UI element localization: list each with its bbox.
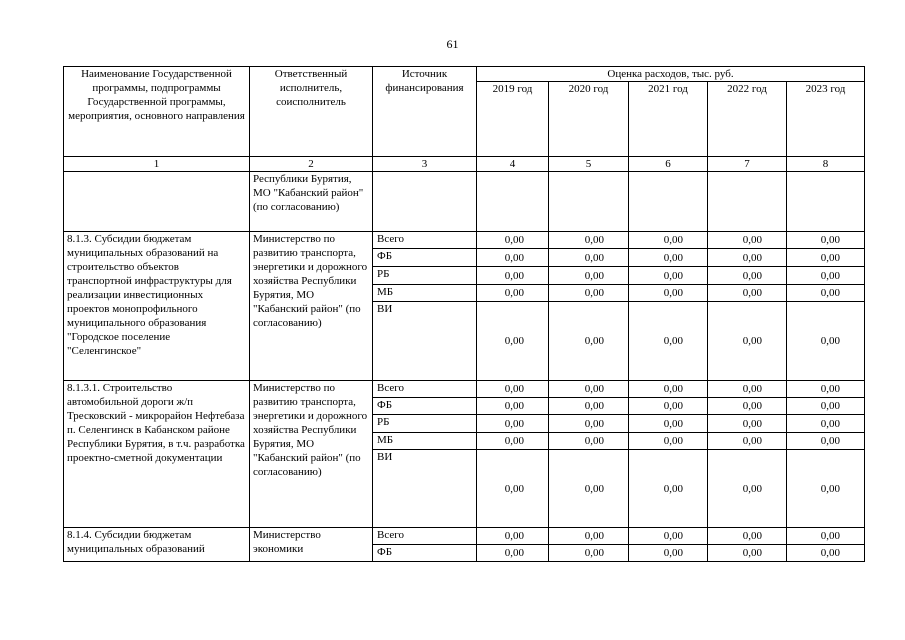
value-cell: 0,00 — [629, 232, 708, 249]
source-cell: ВИ — [373, 302, 477, 381]
value-cell: 0,00 — [477, 450, 549, 528]
value-cell: 0,00 — [708, 267, 787, 285]
header-responsible: Ответственный исполнитель, соисполнитель — [250, 67, 373, 157]
value-cell: 0,00 — [549, 545, 629, 562]
header-year: 2021 год — [629, 82, 708, 157]
column-number: 2 — [250, 157, 373, 172]
value-cell: 0,00 — [708, 528, 787, 545]
page-number: 61 — [446, 37, 459, 51]
value-cell: 0,00 — [477, 415, 549, 433]
value-cell: 0,00 — [787, 415, 865, 433]
value-cell: 0,00 — [787, 267, 865, 285]
value-cell: 0,00 — [629, 450, 708, 528]
header-year: 2019 год — [477, 82, 549, 157]
value-cell: 0,00 — [708, 285, 787, 302]
value-cell: 0,00 — [629, 528, 708, 545]
empty-cell — [708, 172, 787, 232]
header-year: 2020 год — [549, 82, 629, 157]
value-cell: 0,00 — [629, 267, 708, 285]
source-cell: МБ — [373, 285, 477, 302]
value-cell: 0,00 — [549, 528, 629, 545]
column-number: 3 — [373, 157, 477, 172]
header-row-1 — [64, 67, 865, 82]
value-cell: 0,00 — [787, 249, 865, 267]
value-cell: 0,00 — [708, 398, 787, 415]
item-name: 8.1.3. Субсидии бюджетам муниципальных образований на строительство объектов транспортной инфраструктуры для реализации инвестиционных проектов монопрофильного муниципального образования "Городское поселение "Селенгинское" — [64, 232, 250, 381]
column-numbers-row — [64, 157, 865, 172]
item-name: 8.1.3.1. Строительство автомобильной дороги ж/п Тресковский - микрорайон Нефтебаза п. Селенгинск в Кабанском районе Республики Бурятия, в т.ч. разработка проектно-сметной документации — [64, 381, 250, 528]
value-cell: 0,00 — [787, 433, 865, 450]
column-number: 6 — [629, 157, 708, 172]
item-responsible: Министерство по развитию транспорта, энергетики и дорожного хозяйства Республики Бурятия, МО "Кабанский район" (по согласованию) — [250, 381, 373, 528]
value-cell: 0,00 — [629, 285, 708, 302]
value-cell: 0,00 — [629, 398, 708, 415]
source-cell: ВИ — [373, 450, 477, 528]
header-name: Наименование Государственной программы, подпрограммы Государственной программы, мероприятия, основного направления — [64, 67, 250, 157]
header-source: Источник финансирования — [373, 67, 477, 157]
value-cell: 0,00 — [708, 232, 787, 249]
header-year: 2023 год — [787, 82, 865, 157]
column-number: 4 — [477, 157, 549, 172]
value-cell: 0,00 — [787, 545, 865, 562]
source-cell: РБ — [373, 415, 477, 433]
value-cell: 0,00 — [549, 381, 629, 398]
value-cell: 0,00 — [477, 381, 549, 398]
value-cell: 0,00 — [549, 433, 629, 450]
value-cell: 0,00 — [629, 545, 708, 562]
value-cell: 0,00 — [477, 398, 549, 415]
expense-table — [63, 66, 865, 562]
source-cell: Всего — [373, 232, 477, 249]
value-cell: 0,00 — [549, 302, 629, 381]
value-cell: 0,00 — [629, 433, 708, 450]
source-cell: ФБ — [373, 398, 477, 415]
continuation-responsible: Республики Бурятия, МО "Кабанский район" (по согласованию) — [250, 172, 373, 232]
value-cell: 0,00 — [549, 249, 629, 267]
continuation-row — [64, 172, 865, 232]
value-cell: 0,00 — [477, 545, 549, 562]
table-row — [64, 528, 865, 545]
source-cell: Всего — [373, 381, 477, 398]
table-row — [64, 232, 865, 249]
continuation-name-cell — [64, 172, 250, 232]
value-cell: 0,00 — [549, 450, 629, 528]
value-cell: 0,00 — [549, 267, 629, 285]
value-cell: 0,00 — [787, 285, 865, 302]
value-cell: 0,00 — [708, 545, 787, 562]
value-cell: 0,00 — [708, 249, 787, 267]
value-cell: 0,00 — [787, 381, 865, 398]
empty-cell — [373, 172, 477, 232]
column-number: 7 — [708, 157, 787, 172]
item-responsible: Министерство по развитию транспорта, энергетики и дорожного хозяйства Республики Бурятия, МО "Кабанский район" (по согласованию) — [250, 232, 373, 381]
empty-cell — [787, 172, 865, 232]
value-cell: 0,00 — [477, 285, 549, 302]
value-cell: 0,00 — [477, 433, 549, 450]
value-cell: 0,00 — [708, 450, 787, 528]
item-name: 8.1.4. Субсидии бюджетам муниципальных образований — [64, 528, 250, 562]
value-cell: 0,00 — [477, 302, 549, 381]
column-number: 8 — [787, 157, 865, 172]
value-cell: 0,00 — [629, 249, 708, 267]
value-cell: 0,00 — [708, 415, 787, 433]
value-cell: 0,00 — [477, 232, 549, 249]
empty-cell — [629, 172, 708, 232]
value-cell: 0,00 — [549, 398, 629, 415]
source-cell: РБ — [373, 267, 477, 285]
column-number: 5 — [549, 157, 629, 172]
value-cell: 0,00 — [549, 232, 629, 249]
value-cell: 0,00 — [629, 302, 708, 381]
source-cell: Всего — [373, 528, 477, 545]
source-cell: ФБ — [373, 249, 477, 267]
value-cell: 0,00 — [477, 267, 549, 285]
value-cell: 0,00 — [787, 398, 865, 415]
value-cell: 0,00 — [549, 285, 629, 302]
header-year: 2022 год — [708, 82, 787, 157]
value-cell: 0,00 — [549, 415, 629, 433]
value-cell: 0,00 — [787, 528, 865, 545]
source-cell: МБ — [373, 433, 477, 450]
source-cell: ФБ — [373, 545, 477, 562]
value-cell: 0,00 — [708, 302, 787, 381]
item-responsible: Министерство экономики — [250, 528, 373, 562]
value-cell: 0,00 — [708, 433, 787, 450]
header-costs: Оценка расходов, тыс. руб. — [477, 67, 865, 82]
empty-cell — [477, 172, 549, 232]
value-cell: 0,00 — [787, 232, 865, 249]
empty-cell — [549, 172, 629, 232]
value-cell: 0,00 — [787, 450, 865, 528]
column-number: 1 — [64, 157, 250, 172]
value-cell: 0,00 — [477, 528, 549, 545]
value-cell: 0,00 — [629, 415, 708, 433]
value-cell: 0,00 — [787, 302, 865, 381]
table-row — [64, 381, 865, 398]
value-cell: 0,00 — [708, 381, 787, 398]
value-cell: 0,00 — [629, 381, 708, 398]
value-cell: 0,00 — [477, 249, 549, 267]
